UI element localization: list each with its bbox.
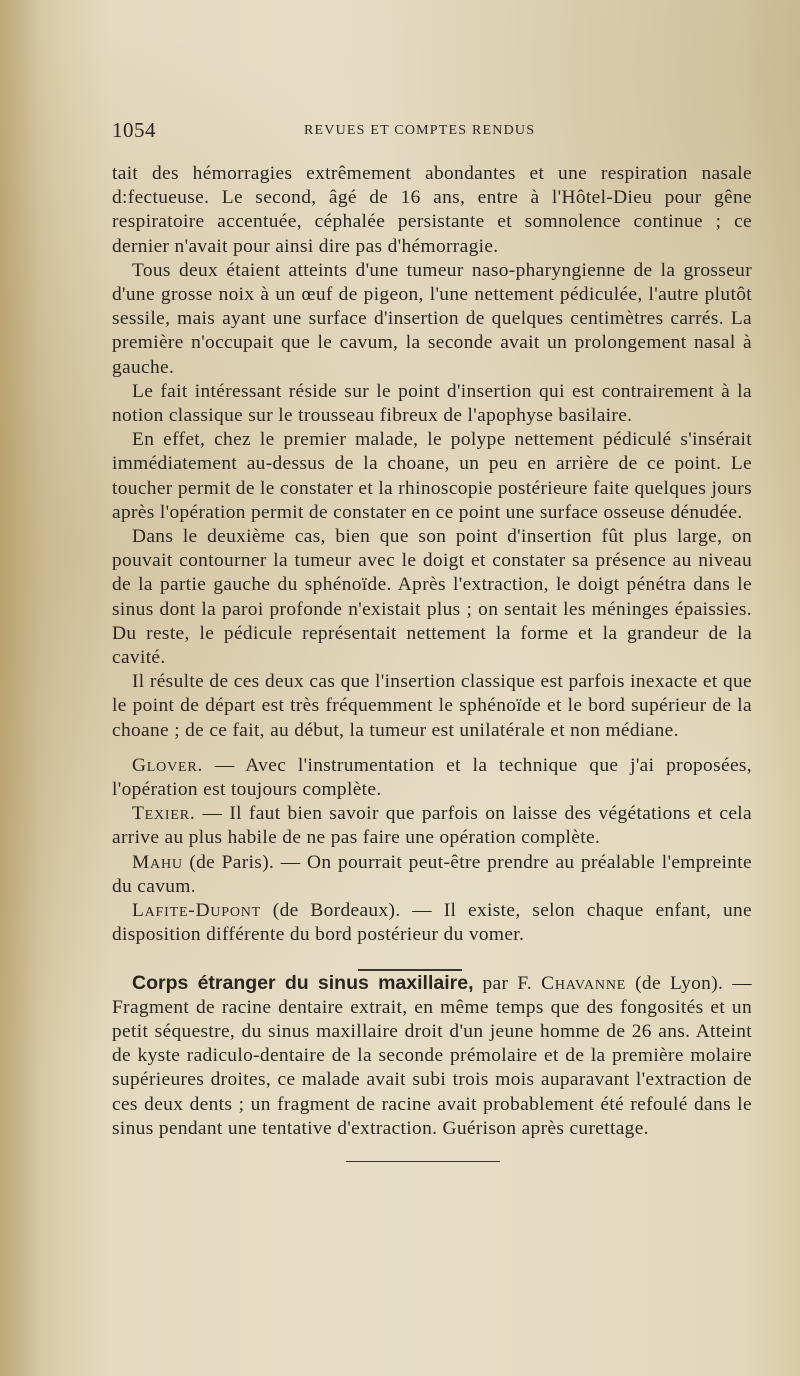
article-body: — Fragment de racine dentaire extrait, en même temps que des fongosités et un petit séquestre, du sinus maxillaire droit d'un jeune homme de 26 ans. Atteint de kyste radiculo-dentaire de la seconde prémolaire et de la première molaire supérieures droites, ce malade avait subi trois mois auparavant l'extraction de ces deux dents ; un fragment de racine avait probablement été refoulé dans le sinus pendant une tentative d'extraction. Guérison après curettage.: [112, 972, 752, 1139]
speaker-name: Mahu: [132, 851, 183, 873]
speaker-remark: (de Bordeaux). — Il existe, selon chaque enfant, une disposition différente du bord postérieur du vomer.: [112, 900, 752, 946]
speaker-remark: — Il faut bien savoir que parfois on laisse des végétations et cela arrive au plus habile de ne pas faire une opération complète.: [112, 803, 752, 849]
discussion-lafite-dupont: [112, 899, 752, 947]
discussion-glover: [112, 754, 752, 802]
speaker-name: Glover.: [132, 754, 204, 776]
speaker-remark: (de Paris). — On pourrait peut-être prendre au préalable l'empreinte du cavum.: [112, 851, 752, 897]
page-header: [112, 118, 752, 148]
page-edge-shadow: [0, 0, 40, 1376]
speaker-name: Lafite-Dupont: [132, 900, 262, 922]
paragraph-conclusion: Il résulte de ces deux cas que l'insertion classique est parfois inexacte et que le point de départ est très fréquemment le sphénoïde et le bord supérieur de la choane ; de ce fait, au début, la tumeur est unilatérale et non médiane.: [112, 671, 752, 741]
section-gap: [112, 743, 752, 754]
article-title: Corps étranger du sinus maxillaire,: [132, 971, 474, 994]
paragraph-continued: tait des hémorragies extrêmement abondantes et une respiration nasale d:fectueuse. Le second, âgé de 16 ans, entre à l'Hôtel-Dieu pour gêne respiratoire accentuée, céphalée persistante et somnolence continue ; ce dernier n'avait pour ainsi dire pas d'hémorragie.: [112, 163, 752, 257]
speaker-name: Texier.: [132, 803, 196, 825]
running-head: REVUES ET COMPTES RENDUS: [304, 123, 536, 138]
article-affiliation: (de Lyon).: [626, 972, 724, 994]
speaker-remark: — Avec l'instrumentation et la technique que j'ai proposées, l'opération est toujours complète.: [112, 754, 752, 801]
end-divider: [346, 1161, 500, 1162]
paragraph-first-patient: En effet, chez le premier malade, le polype nettement pédiculé s'insérait immédiatement au-dessus de la choane, un peu en arrière de ce point. Le toucher permit de le constater et la rhinoscopie postérieure faite quelques jours après l'opération permit de constater en ce point une surface osseuse dénudée.: [112, 429, 752, 523]
page-number: 1054: [112, 118, 156, 142]
article-author: Chavanne: [541, 972, 627, 994]
article-by: par F.: [473, 972, 542, 994]
paragraph-insertion-point: Le fait intéressant réside sur le point d'insertion qui est contrairement à la notion classique sur le trousseau fibreux de l'apophyse basilaire.: [112, 380, 752, 427]
paragraph-tumor-description: Tous deux étaient atteints d'une tumeur naso-pharyngienne de la grosseur d'une grosse noix à un œuf de pigeon, l'une nettement pédiculée, l'autre plutôt sessile, mais ayant une surface d'insertion de quelques centimètres carrés. La première n'occupait que le cavum, la seconde avait un prolongement nasal à gauche.: [112, 259, 752, 378]
discussion-texier: [112, 802, 752, 850]
discussion-mahu: [112, 851, 752, 899]
page-body: [112, 162, 752, 1162]
paragraph-second-patient: Dans le deuxième cas, bien que son point d'insertion fût plus large, on pouvait contourner la tumeur avec le doigt et constater sa présence au niveau de la partie gauche du sphénoïde. Après l'extraction, le doigt pénétra dans le sinus dont la paroi profonde n'existait plus ; on sentait les méninges épaissies. Du reste, le pédicule représentait nettement la forme et la grandeur de la cavité.: [112, 526, 752, 669]
article-corps-etranger: [112, 971, 752, 1141]
